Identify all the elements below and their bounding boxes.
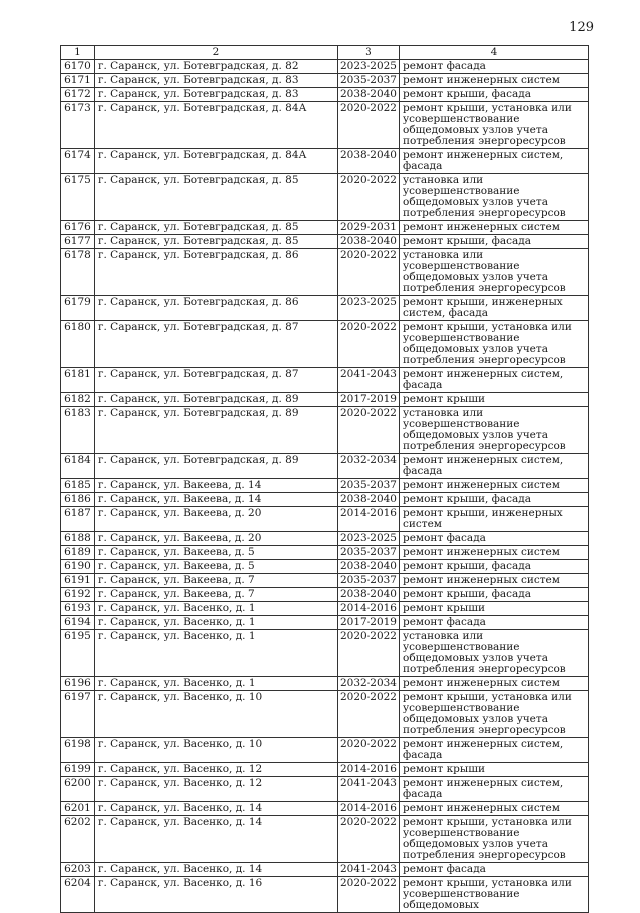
address-cell: г. Саранск, ул. Вакеева, д. 7 — [95, 588, 338, 602]
row-number: 6193 — [61, 602, 95, 616]
period-cell: 2041-2043 — [338, 863, 400, 877]
period-cell: 2032-2034 — [338, 677, 400, 691]
column-header-years: 3 — [338, 46, 400, 60]
row-number: 6173 — [61, 102, 95, 149]
works-cell: ремонт крыши, фасада — [400, 235, 589, 249]
column-header-number: 1 — [61, 46, 95, 60]
period-cell: 2020-2022 — [338, 407, 400, 454]
address-cell: г. Саранск, ул. Ботевградская, д. 84А — [95, 102, 338, 149]
table-row — [61, 454, 589, 479]
address-cell: г. Саранск, ул. Вакеева, д. 7 — [95, 574, 338, 588]
row-number: 6171 — [61, 74, 95, 88]
row-number: 6181 — [61, 368, 95, 393]
row-number: 6201 — [61, 802, 95, 816]
works-cell: ремонт инженерных систем, фасада — [400, 149, 589, 174]
works-cell: ремонт инженерных систем, фасада — [400, 454, 589, 479]
works-cell: ремонт инженерных систем, фасада — [400, 368, 589, 393]
period-cell: 2020-2022 — [338, 174, 400, 221]
works-cell: ремонт крыши, фасада — [400, 493, 589, 507]
period-cell: 2029-2031 — [338, 221, 400, 235]
works-cell: ремонт фасада — [400, 532, 589, 546]
table-row — [61, 479, 589, 493]
address-cell: г. Саранск, ул. Ботевградская, д. 83 — [95, 74, 338, 88]
table-row — [61, 60, 589, 74]
period-cell: 2020-2022 — [338, 321, 400, 368]
period-cell: 2014-2016 — [338, 763, 400, 777]
address-cell: г. Саранск, ул. Вакеева, д. 20 — [95, 532, 338, 546]
address-cell: г. Саранск, ул. Вакеева, д. 5 — [95, 546, 338, 560]
period-cell: 2020-2022 — [338, 249, 400, 296]
table-row — [61, 691, 589, 738]
row-number: 6192 — [61, 588, 95, 602]
period-cell: 2038-2040 — [338, 235, 400, 249]
period-cell: 2014-2016 — [338, 602, 400, 616]
table-row — [61, 368, 589, 393]
table-row — [61, 763, 589, 777]
row-number: 6196 — [61, 677, 95, 691]
row-number: 6170 — [61, 60, 95, 74]
table-row — [61, 863, 589, 877]
row-number: 6198 — [61, 738, 95, 763]
table-row — [61, 102, 589, 149]
table-row — [61, 221, 589, 235]
table-body — [61, 60, 589, 913]
table-row — [61, 407, 589, 454]
period-cell: 2020-2022 — [338, 691, 400, 738]
row-number: 6178 — [61, 249, 95, 296]
address-cell: г. Саранск, ул. Васенко, д. 1 — [95, 602, 338, 616]
period-cell: 2038-2040 — [338, 493, 400, 507]
period-cell: 2041-2043 — [338, 368, 400, 393]
period-cell: 2017-2019 — [338, 393, 400, 407]
address-cell: г. Саранск, ул. Васенко, д. 14 — [95, 802, 338, 816]
address-cell: г. Саранск, ул. Ботевградская, д. 89 — [95, 454, 338, 479]
row-number: 6197 — [61, 691, 95, 738]
address-cell: г. Саранск, ул. Ботевградская, д. 86 — [95, 296, 338, 321]
table-row — [61, 546, 589, 560]
works-cell: ремонт крыши, установка или усовершенствование общедомовых узлов учета потребления энергоресурсов — [400, 102, 589, 149]
page-number: 129 — [569, 20, 594, 35]
works-cell: ремонт крыши, установка или усовершенствование общедомовых узлов учета потребления энергоресурсов — [400, 321, 589, 368]
period-cell: 2035-2037 — [338, 574, 400, 588]
works-cell: ремонт крыши — [400, 763, 589, 777]
row-number: 6190 — [61, 560, 95, 574]
works-cell: ремонт фасада — [400, 60, 589, 74]
works-cell: ремонт крыши — [400, 393, 589, 407]
table-row — [61, 493, 589, 507]
period-cell: 2032-2034 — [338, 454, 400, 479]
row-number: 6186 — [61, 493, 95, 507]
works-cell: ремонт крыши, фасада — [400, 88, 589, 102]
table-row — [61, 777, 589, 802]
header-row — [61, 46, 589, 60]
row-number: 6182 — [61, 393, 95, 407]
period-cell: 2035-2037 — [338, 74, 400, 88]
address-cell: г. Саранск, ул. Вакеева, д. 14 — [95, 479, 338, 493]
row-number: 6191 — [61, 574, 95, 588]
address-cell: г. Саранск, ул. Васенко, д. 1 — [95, 677, 338, 691]
address-cell: г. Саранск, ул. Васенко, д. 16 — [95, 877, 338, 913]
row-number: 6200 — [61, 777, 95, 802]
address-cell: г. Саранск, ул. Вакеева, д. 20 — [95, 507, 338, 532]
address-cell: г. Саранск, ул. Ботевградская, д. 85 — [95, 221, 338, 235]
row-number: 6195 — [61, 630, 95, 677]
table-row — [61, 507, 589, 532]
table-row — [61, 588, 589, 602]
address-cell: г. Саранск, ул. Ботевградская, д. 85 — [95, 235, 338, 249]
column-header-address: 2 — [95, 46, 338, 60]
row-number: 6188 — [61, 532, 95, 546]
period-cell: 2038-2040 — [338, 560, 400, 574]
table-row — [61, 630, 589, 677]
works-cell: установка или усовершенствование общедомовых узлов учета потребления энергоресурсов — [400, 630, 589, 677]
works-cell: ремонт крыши, установка или усовершенствование общедомовых узлов учета потребления энергоресурсов — [400, 816, 589, 863]
address-cell: г. Саранск, ул. Ботевградская, д. 82 — [95, 60, 338, 74]
period-cell: 2041-2043 — [338, 777, 400, 802]
row-number: 6185 — [61, 479, 95, 493]
works-cell: ремонт инженерных систем, фасада — [400, 777, 589, 802]
table-header — [61, 46, 589, 60]
works-cell: установка или усовершенствование общедомовых узлов учета потребления энергоресурсов — [400, 407, 589, 454]
table-row — [61, 560, 589, 574]
address-cell: г. Саранск, ул. Васенко, д. 1 — [95, 630, 338, 677]
period-cell: 2020-2022 — [338, 816, 400, 863]
works-cell: ремонт фасада — [400, 863, 589, 877]
works-cell: ремонт инженерных систем — [400, 221, 589, 235]
works-cell: установка или усовершенствование общедомовых узлов учета потребления энергоресурсов — [400, 174, 589, 221]
works-cell: ремонт крыши, установка или усовершенствование общедомовых — [400, 877, 589, 913]
period-cell: 2023-2025 — [338, 60, 400, 74]
works-cell: ремонт инженерных систем — [400, 574, 589, 588]
row-number: 6180 — [61, 321, 95, 368]
row-number: 6174 — [61, 149, 95, 174]
row-number: 6194 — [61, 616, 95, 630]
address-cell: г. Саранск, ул. Васенко, д. 12 — [95, 763, 338, 777]
works-cell: ремонт крыши, установка или усовершенствование общедомовых узлов учета потребления энергоресурсов — [400, 691, 589, 738]
table-row — [61, 677, 589, 691]
period-cell: 2023-2025 — [338, 532, 400, 546]
address-cell: г. Саранск, ул. Васенко, д. 10 — [95, 738, 338, 763]
table-row — [61, 393, 589, 407]
works-cell: ремонт крыши — [400, 602, 589, 616]
row-number: 6175 — [61, 174, 95, 221]
row-number: 6184 — [61, 454, 95, 479]
address-cell: г. Саранск, ул. Ботевградская, д. 86 — [95, 249, 338, 296]
works-cell: ремонт крыши, фасада — [400, 588, 589, 602]
table-row — [61, 877, 589, 913]
address-cell: г. Саранск, ул. Васенко, д. 14 — [95, 863, 338, 877]
period-cell: 2038-2040 — [338, 88, 400, 102]
address-cell: г. Саранск, ул. Ботевградская, д. 87 — [95, 321, 338, 368]
table-row — [61, 174, 589, 221]
row-number: 6189 — [61, 546, 95, 560]
address-cell: г. Саранск, ул. Ботевградская, д. 89 — [95, 393, 338, 407]
table-row — [61, 88, 589, 102]
works-cell: ремонт крыши, фасада — [400, 560, 589, 574]
works-cell: ремонт инженерных систем — [400, 802, 589, 816]
period-cell: 2035-2037 — [338, 479, 400, 493]
address-cell: г. Саранск, ул. Вакеева, д. 5 — [95, 560, 338, 574]
row-number: 6203 — [61, 863, 95, 877]
works-cell: ремонт инженерных систем — [400, 479, 589, 493]
table-row — [61, 574, 589, 588]
period-cell: 2038-2040 — [338, 149, 400, 174]
table-row — [61, 235, 589, 249]
address-cell: г. Саранск, ул. Васенко, д. 1 — [95, 616, 338, 630]
works-cell: ремонт крыши, инженерных систем, фасада — [400, 296, 589, 321]
address-cell: г. Саранск, ул. Ботевградская, д. 83 — [95, 88, 338, 102]
table-row — [61, 816, 589, 863]
row-number: 6187 — [61, 507, 95, 532]
works-cell: ремонт инженерных систем — [400, 546, 589, 560]
period-cell: 2020-2022 — [338, 738, 400, 763]
table-row — [61, 149, 589, 174]
row-number: 6179 — [61, 296, 95, 321]
address-cell: г. Саранск, ул. Вакеева, д. 14 — [95, 493, 338, 507]
table-row — [61, 738, 589, 763]
address-cell: г. Саранск, ул. Ботевградская, д. 85 — [95, 174, 338, 221]
table-row — [61, 616, 589, 630]
table-row — [61, 296, 589, 321]
period-cell: 2035-2037 — [338, 546, 400, 560]
address-cell: г. Саранск, ул. Ботевградская, д. 87 — [95, 368, 338, 393]
table-row — [61, 532, 589, 546]
table-row — [61, 602, 589, 616]
address-cell: г. Саранск, ул. Ботевградская, д. 89 — [95, 407, 338, 454]
works-cell: ремонт фасада — [400, 616, 589, 630]
period-cell: 2020-2022 — [338, 630, 400, 677]
address-cell: г. Саранск, ул. Васенко, д. 10 — [95, 691, 338, 738]
address-cell: г. Саранск, ул. Васенко, д. 12 — [95, 777, 338, 802]
period-cell: 2017-2019 — [338, 616, 400, 630]
row-number: 6204 — [61, 877, 95, 913]
row-number: 6176 — [61, 221, 95, 235]
table-row — [61, 249, 589, 296]
row-number: 6172 — [61, 88, 95, 102]
row-number: 6177 — [61, 235, 95, 249]
row-number: 6202 — [61, 816, 95, 863]
period-cell: 2023-2025 — [338, 296, 400, 321]
works-cell: ремонт крыши, инженерных систем — [400, 507, 589, 532]
address-cell: г. Саранск, ул. Ботевградская, д. 84А — [95, 149, 338, 174]
table-row — [61, 74, 589, 88]
table-row — [61, 321, 589, 368]
row-number: 6199 — [61, 763, 95, 777]
row-number: 6183 — [61, 407, 95, 454]
works-cell: установка или усовершенствование общедомовых узлов учета потребления энергоресурсов — [400, 249, 589, 296]
works-cell: ремонт инженерных систем — [400, 677, 589, 691]
period-cell: 2038-2040 — [338, 588, 400, 602]
address-cell: г. Саранск, ул. Васенко, д. 14 — [95, 816, 338, 863]
table-row — [61, 802, 589, 816]
period-cell: 2014-2016 — [338, 802, 400, 816]
works-cell: ремонт инженерных систем — [400, 74, 589, 88]
works-cell: ремонт инженерных систем, фасада — [400, 738, 589, 763]
period-cell: 2014-2016 — [338, 507, 400, 532]
column-header-works: 4 — [400, 46, 589, 60]
period-cell: 2020-2022 — [338, 877, 400, 913]
repair-schedule-table — [60, 45, 589, 913]
period-cell: 2020-2022 — [338, 102, 400, 149]
